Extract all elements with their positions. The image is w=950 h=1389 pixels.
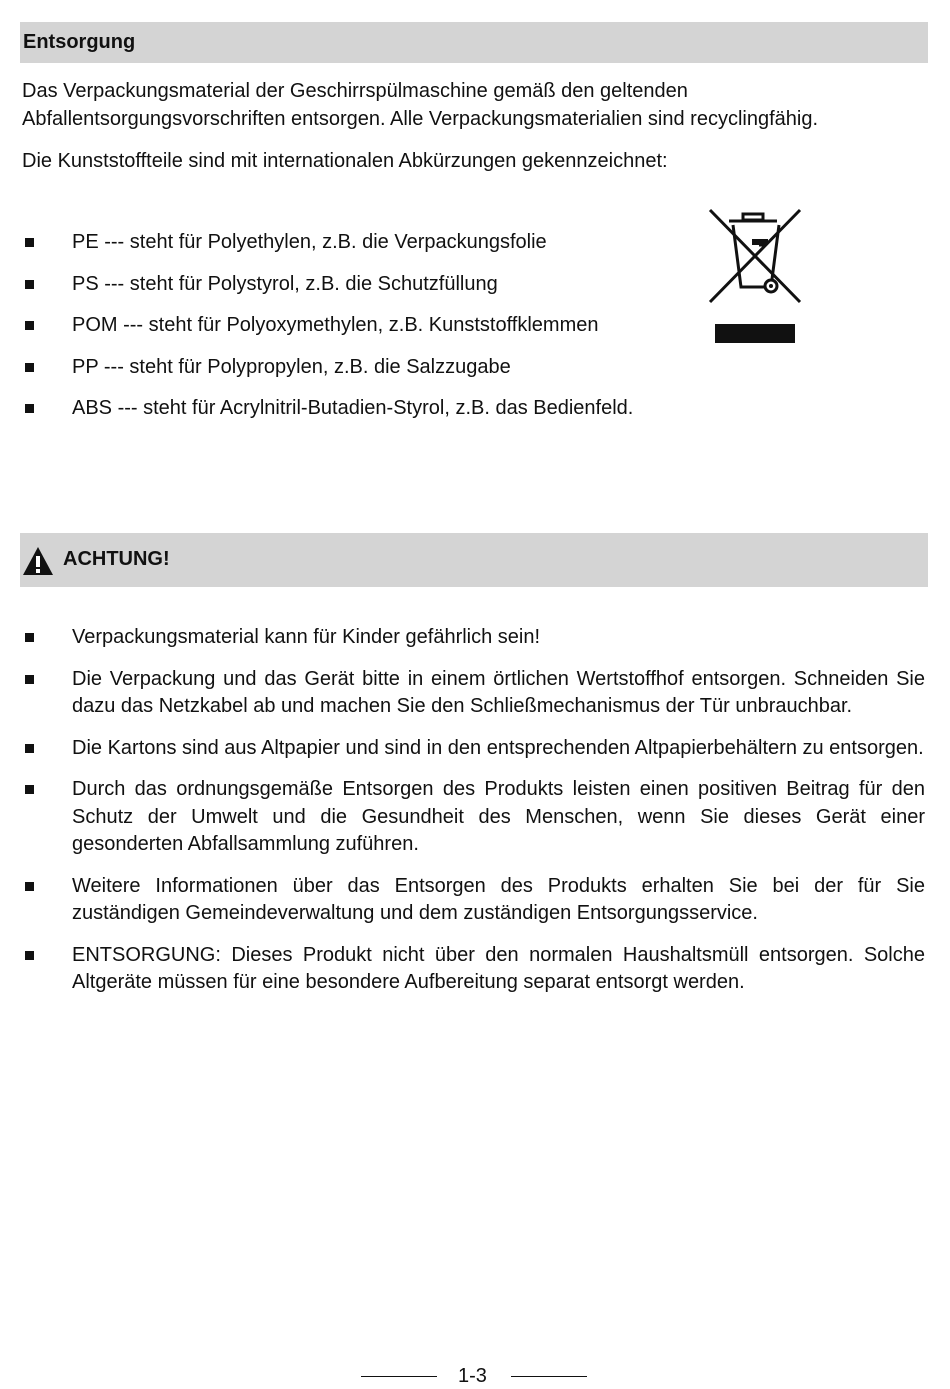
list-item bbox=[22, 395, 925, 423]
list-item bbox=[22, 354, 925, 382]
list-item-text: ENTSORGUNG: Dieses Produkt nicht über den normalen Haushaltsmüll entsorgen. Solche Altgeräte müssen für eine besondere Aufbereitung separat entsorgt werden. bbox=[72, 943, 925, 993]
section-header-entsorgung bbox=[20, 22, 928, 63]
bullet-icon bbox=[25, 280, 34, 289]
page-number: 1-3 bbox=[458, 1365, 487, 1387]
list-item-text: POM --- steht für Polyoxymethylen, z.B. Kunststoffklemmen bbox=[72, 314, 599, 336]
list-item-text: Verpackungsmaterial kann für Kinder gefährlich sein! bbox=[72, 626, 541, 648]
list-item-text: Die Kartons sind aus Altpapier und sind in den entsprechenden Altpapierbehältern zu entsorgen. bbox=[72, 736, 924, 759]
list-item bbox=[22, 942, 925, 997]
crossed-out-wheelie-bin-icon bbox=[705, 205, 805, 345]
footer-divider-right bbox=[511, 1376, 587, 1377]
list-item-text: Weitere Informationen über das Entsorgen des Produkts erhalten Sie bei der für Sie zuständigen Gemeindeverwaltung und dem zuständigen Entsorgungsservice. bbox=[72, 874, 925, 924]
list-item bbox=[22, 873, 925, 928]
bullet-icon bbox=[25, 321, 34, 330]
list-item-text: PE --- steht für Polyethylen, z.B. die Verpackungsfolie bbox=[72, 231, 547, 253]
section-header-achtung bbox=[20, 533, 928, 587]
bullet-icon bbox=[25, 404, 34, 413]
footer-divider-left bbox=[361, 1376, 437, 1377]
bullet-icon bbox=[25, 951, 34, 960]
plastics-intro-paragraph: Die Kunststoffteile sind mit internationalen Abkürzungen gekennzeichnet: bbox=[22, 150, 668, 172]
bullet-icon bbox=[25, 882, 34, 891]
intro-paragraph: Das Verpackungsmaterial der Geschirrspülmaschine gemäß den geltenden Abfallentsorgungsvorschriften entsorgen. Alle Verpackungsmaterialien sind recyclingfähig. bbox=[22, 80, 819, 130]
list-item-text: Die Verpackung und das Gerät bitte in einem örtlichen Wertstoffhof entsorgen. Schneiden Sie dazu das Netzkabel ab und machen Sie den Schließmechanismus der Tür unbrauchbar. bbox=[72, 667, 925, 717]
page-footer bbox=[0, 1365, 950, 1389]
bullet-icon bbox=[25, 363, 34, 372]
bullet-icon bbox=[25, 633, 34, 642]
list-item bbox=[22, 624, 925, 652]
list-item bbox=[22, 666, 925, 721]
warning-title: ACHTUNG! bbox=[63, 548, 170, 570]
warning-triangle-icon bbox=[22, 546, 54, 576]
bullet-icon bbox=[25, 744, 34, 753]
section-title: Entsorgung bbox=[23, 31, 136, 53]
bullet-icon bbox=[25, 675, 34, 684]
list-item-text: Durch das ordnungsgemäße Entsorgen des Produkts leisten einen positiven Beitrag für den Schutz der Umwelt und die Gesundheit des Menschen, wenn Sie dieses Gerät einer gesonderten Abfallsammlung zuführen. bbox=[72, 778, 925, 855]
bullet-icon bbox=[25, 785, 34, 794]
list-item bbox=[22, 776, 925, 859]
list-item-text: PP --- steht für Polypropylen, z.B. die Salzzugabe bbox=[72, 355, 511, 378]
warning-list bbox=[22, 624, 925, 1011]
list-item bbox=[22, 735, 925, 763]
list-item-text: ABS --- steht für Acrylnitril-Butadien-Styrol, z.B. das Bedienfeld. bbox=[72, 397, 634, 419]
list-item-text: PS --- steht für Polystyrol, z.B. die Schutzfüllung bbox=[72, 272, 498, 295]
bullet-icon bbox=[25, 238, 34, 247]
